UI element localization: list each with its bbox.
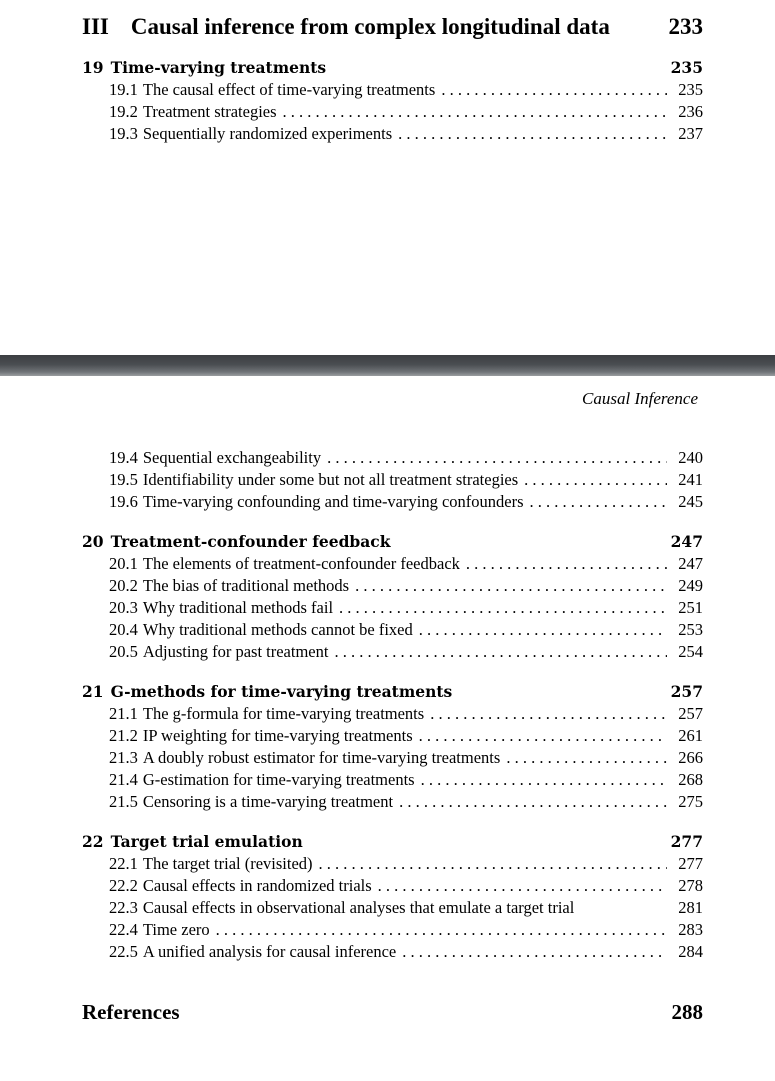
- toc-entry[interactable]: [109, 598, 703, 620]
- references-entry[interactable]: [82, 1000, 703, 1028]
- section-page: 253: [678, 620, 703, 639]
- section-page: 237: [678, 124, 703, 143]
- section-page: 245: [678, 492, 703, 511]
- section-page: 240: [678, 448, 703, 467]
- toc-entry[interactable]: [109, 726, 703, 748]
- section-page: 268: [678, 770, 703, 789]
- dot-leader: [419, 726, 667, 746]
- toc-entry[interactable]: [109, 124, 703, 146]
- section-page: 275: [678, 792, 703, 811]
- chapter-title: Time-varying treatments: [110, 58, 327, 77]
- toc-entry[interactable]: [109, 942, 703, 964]
- section-number: 21.4: [109, 770, 138, 789]
- toc-entry[interactable]: [109, 748, 703, 770]
- section-page: 281: [678, 898, 703, 917]
- toc-entry[interactable]: [109, 620, 703, 642]
- section-page: 236: [678, 102, 703, 121]
- dot-leader: [327, 448, 667, 468]
- section-number: 20.1: [109, 554, 138, 573]
- section-title: Treatment strategies: [142, 102, 277, 121]
- section-number: 21.2: [109, 726, 138, 745]
- part-heading: [82, 14, 703, 44]
- section-page: 277: [678, 854, 703, 873]
- toc-block-20: [82, 532, 703, 664]
- toc-entry[interactable]: [109, 102, 703, 124]
- section-number: 20.5: [109, 642, 138, 661]
- section-title: Time-varying confounding and time-varying confounders: [142, 492, 524, 511]
- section-number: 21.1: [109, 704, 138, 723]
- section-title: Adjusting for past treatment: [142, 642, 329, 661]
- toc-entry[interactable]: [109, 554, 703, 576]
- section-number: 22.4: [109, 920, 138, 939]
- section-page: 284: [678, 942, 703, 961]
- dot-leader: [506, 748, 667, 768]
- section-title: Sequentially randomized experiments: [142, 124, 393, 143]
- chapter-page: 235: [670, 58, 703, 77]
- dot-leader: [430, 704, 667, 724]
- section-title: Sequential exchangeability: [142, 448, 322, 467]
- section-title: Censoring is a time-varying treatment: [142, 792, 394, 811]
- chapter-title: Treatment-confounder feedback: [110, 532, 391, 551]
- page-break-divider: [0, 355, 775, 376]
- dot-leader: [283, 102, 667, 122]
- section-page: 235: [678, 80, 703, 99]
- section-number: 21.3: [109, 748, 138, 767]
- dot-leader: [334, 642, 667, 662]
- toc-entry[interactable]: [109, 448, 703, 470]
- section-title: The target trial (revisited): [142, 854, 313, 873]
- section-page: 251: [678, 598, 703, 617]
- section-title: A doubly robust estimator for time-varying treatments: [142, 748, 501, 767]
- toc-entry[interactable]: [109, 80, 703, 102]
- section-title: G-estimation for time-varying treatments: [142, 770, 415, 789]
- toc-block-22: [82, 832, 703, 964]
- dot-leader: [355, 576, 667, 596]
- section-title: Why traditional methods fail: [142, 598, 334, 617]
- section-number: 19.4: [109, 448, 138, 467]
- toc-page-bottom: [0, 376, 775, 1081]
- dot-leader: [419, 620, 667, 640]
- toc-entry[interactable]: [109, 876, 703, 898]
- section-number: 20.4: [109, 620, 138, 639]
- section-title: Identifiability under some but not all treatment strategies: [142, 470, 519, 489]
- section-number: 19.5: [109, 470, 138, 489]
- section-title: Causal effects in randomized trials: [142, 876, 372, 895]
- section-number: 19.6: [109, 492, 138, 511]
- section-page: 241: [678, 470, 703, 489]
- chapter-number: 19: [82, 58, 104, 77]
- toc-entry[interactable]: [109, 920, 703, 942]
- section-page: 247: [678, 554, 703, 573]
- dot-leader: [524, 470, 667, 490]
- dot-leader: [378, 876, 667, 896]
- dot-leader: [319, 854, 667, 874]
- section-page: 266: [678, 748, 703, 767]
- references-title: References: [82, 1000, 180, 1024]
- chapter-number: 22: [82, 832, 104, 851]
- dot-leader: [399, 792, 667, 812]
- section-title: The elements of treatment-confounder feedback: [142, 554, 460, 573]
- dot-leader: [402, 942, 667, 962]
- section-page: 278: [678, 876, 703, 895]
- dot-leader: [530, 492, 667, 512]
- references-page: 288: [671, 1000, 703, 1024]
- section-page: 254: [678, 642, 703, 661]
- chapter-heading[interactable]: [82, 58, 703, 80]
- section-page: 283: [678, 920, 703, 939]
- chapter-title: G-methods for time-varying treatments: [110, 682, 453, 701]
- dot-leader: [216, 920, 667, 940]
- section-title: The causal effect of time-varying treatments: [142, 80, 436, 99]
- section-number: 19.1: [109, 80, 138, 99]
- chapter-page: 257: [670, 682, 703, 701]
- section-title: The g-formula for time-varying treatments: [142, 704, 425, 723]
- dot-leader: [441, 80, 667, 100]
- toc-block-21: [82, 682, 703, 814]
- running-head: Causal Inference: [582, 389, 698, 408]
- section-number: 21.5: [109, 792, 138, 811]
- part-page: 233: [668, 14, 703, 39]
- section-number: 22.3: [109, 898, 138, 917]
- toc-entry[interactable]: [109, 576, 703, 598]
- section-page: 249: [678, 576, 703, 595]
- section-number: 20.3: [109, 598, 138, 617]
- dot-leader: [339, 598, 667, 618]
- section-page: 257: [678, 704, 703, 723]
- toc-block-19-cont: [82, 448, 703, 514]
- toc-entry[interactable]: [109, 492, 703, 514]
- section-title: Causal effects in observational analyses that emulate a target trial: [142, 898, 575, 917]
- section-number: 20.2: [109, 576, 138, 595]
- chapter-title: Target trial emulation: [110, 832, 303, 851]
- dot-leader: [398, 124, 667, 144]
- section-title: IP weighting for time-varying treatments: [142, 726, 413, 745]
- section-number: 19.2: [109, 102, 138, 121]
- toc-entry[interactable]: [109, 704, 703, 726]
- chapter-heading[interactable]: [82, 682, 703, 704]
- toc-entry[interactable]: [109, 854, 703, 876]
- part-number: III: [82, 14, 109, 39]
- section-number: 22.2: [109, 876, 138, 895]
- section-number: 19.3: [109, 124, 138, 143]
- section-title: Why traditional methods cannot be fixed: [142, 620, 413, 639]
- toc-entry[interactable]: [109, 470, 703, 492]
- section-number: 22.1: [109, 854, 138, 873]
- toc-entry[interactable]: [109, 792, 703, 814]
- dot-leader: [466, 554, 667, 574]
- toc-entry[interactable]: [109, 770, 703, 792]
- chapter-page: 247: [670, 532, 703, 551]
- chapter-number: 20: [82, 532, 104, 551]
- section-page: 261: [678, 726, 703, 745]
- section-title: Time zero: [142, 920, 210, 939]
- toc-entry[interactable]: [109, 898, 703, 920]
- part-title: Causal inference from complex longitudinal data: [130, 14, 610, 39]
- chapter-page: 277: [670, 832, 703, 851]
- chapter-number: 21: [82, 682, 104, 701]
- section-title: A unified analysis for causal inference: [142, 942, 397, 961]
- chapter-heading[interactable]: [82, 532, 703, 554]
- section-title: The bias of traditional methods: [142, 576, 350, 595]
- toc-entry[interactable]: [109, 642, 703, 664]
- dot-leader: [421, 770, 667, 790]
- chapter-heading[interactable]: [82, 832, 703, 854]
- toc-page-top: [0, 0, 775, 355]
- section-number: 22.5: [109, 942, 138, 961]
- toc-block-19: [82, 58, 703, 146]
